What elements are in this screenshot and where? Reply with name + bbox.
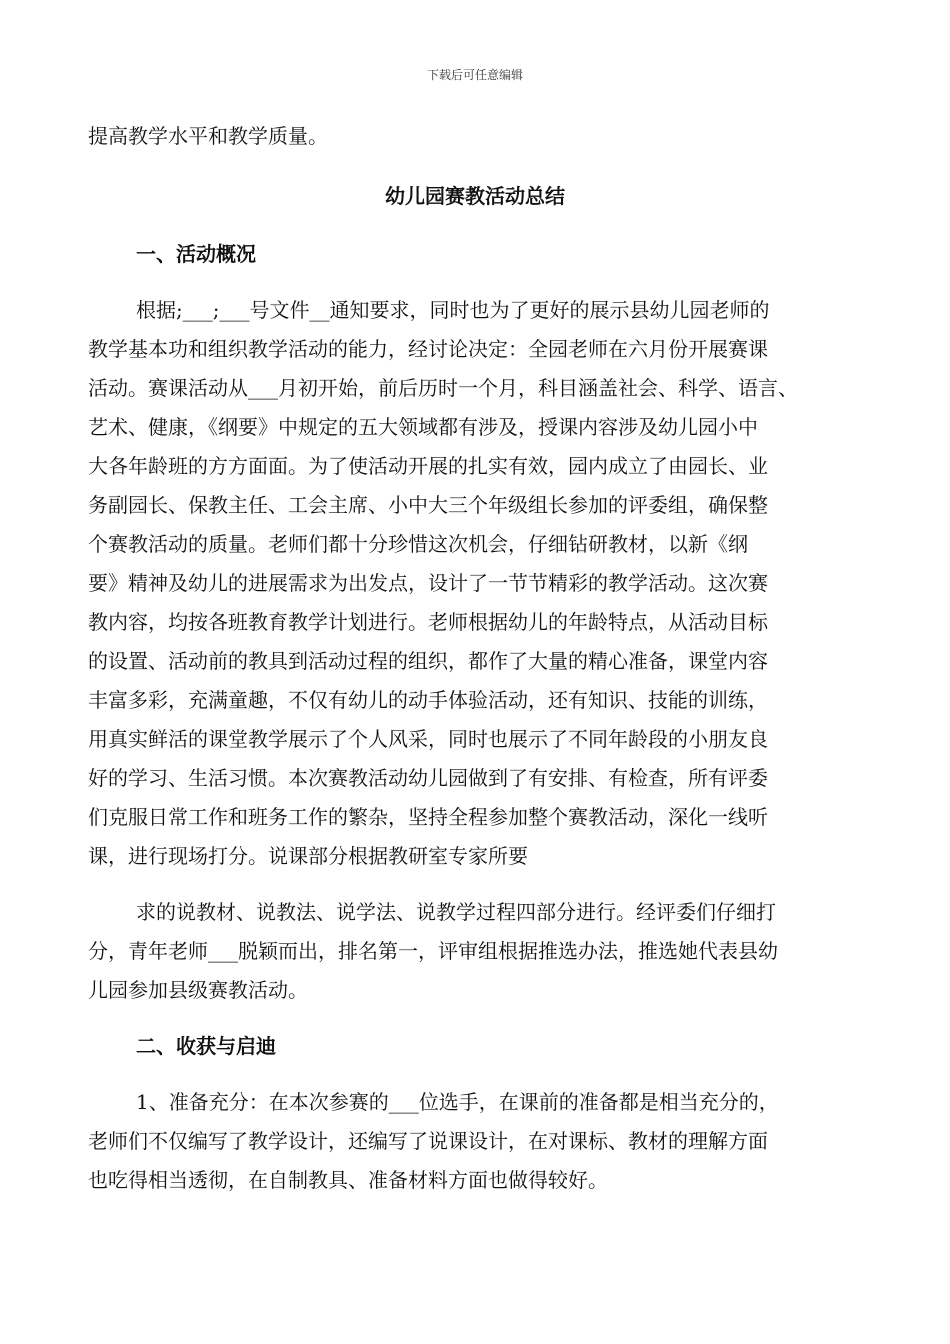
text-line: 丰富多彩，充满童趣，不仅有幼儿的动手体验活动，还有知识、技能的训练， [88, 688, 768, 712]
text-line: 用真实鲜活的课堂教学展示了个人风采，同时也展示了不同年龄段的小朋友良 [88, 727, 768, 751]
text-line: 教学基本功和组织教学活动的能力，经讨论决定：全园老师在六月份开展赛课 [88, 337, 768, 361]
text-line: 活动。赛课活动从___月初开始，前后历时一个月，科目涵盖社会、科学、语言、 [88, 376, 798, 400]
text-line: 大各年龄班的方方面面。为了使活动开展的扎实有效，园内成立了由园长、业 [88, 454, 768, 478]
section-heading-overview: 一、活动概况 [136, 242, 256, 266]
text-line: 儿园参加县级赛教活动。 [88, 978, 308, 1002]
page-header: 下载后可任意编辑 [426, 68, 523, 82]
section-heading-gains: 二、收获与启迪 [136, 1034, 276, 1058]
text-line: 教内容，均按各班教育教学计划进行。老师根据幼儿的年龄特点，从活动目标 [88, 610, 768, 634]
text-line: 老师们不仅编写了教学设计，还编写了说课设计，在对课标、教材的理解方面 [88, 1129, 768, 1153]
document-title: 幼儿园赛教活动总结 [385, 184, 565, 208]
text-line: 1、准备充分：在本次参赛的___位选手，在课前的准备都是相当充分的， [136, 1090, 779, 1114]
text-line: 的设置、活动前的教具到活动过程的组织，都作了大量的精心准备，课堂内容 [88, 649, 768, 673]
text-line: 务副园长、保教主任、工会主席、小中大三个年级组长参加的评委组，确保整 [88, 493, 768, 517]
intro-line: 提高教学水平和教学质量。 [88, 124, 328, 148]
text-line: 艺术、健康，《纲要》中规定的五大领域都有涉及，授课内容涉及幼儿园小中 [88, 415, 758, 439]
text-line: 课，进行现场打分。说课部分根据教研室专家所要 [88, 844, 528, 868]
text-line: 也吃得相当透彻，在自制教具、准备材料方面也做得较好。 [88, 1168, 608, 1192]
text-line: 个赛教活动的质量。老师们都十分珍惜这次机会，仔细钻研教材，以新《纲 [88, 532, 748, 556]
text-line: 们克服日常工作和班务工作的繁杂，坚持全程参加整个赛教活动，深化一线听 [88, 805, 768, 829]
text-line: 好的学习、生活习惯。本次赛教活动幼儿园做到了有安排、有检查，所有评委 [88, 766, 768, 790]
text-line: 求的说教材、说教法、说学法、说教学过程四部分进行。经评委们仔细打 [136, 900, 776, 924]
text-line: 要》精神及幼儿的进展需求为出发点，设计了一节节精彩的教学活动。这次赛 [88, 571, 768, 595]
text-line: 分，青年老师___脱颖而出，排名第一，评审组根据推选办法，推选她代表县幼 [88, 939, 778, 963]
text-line: 根据;___;___号文件__通知要求，同时也为了更好的展示县幼儿园老师的 [136, 298, 770, 322]
